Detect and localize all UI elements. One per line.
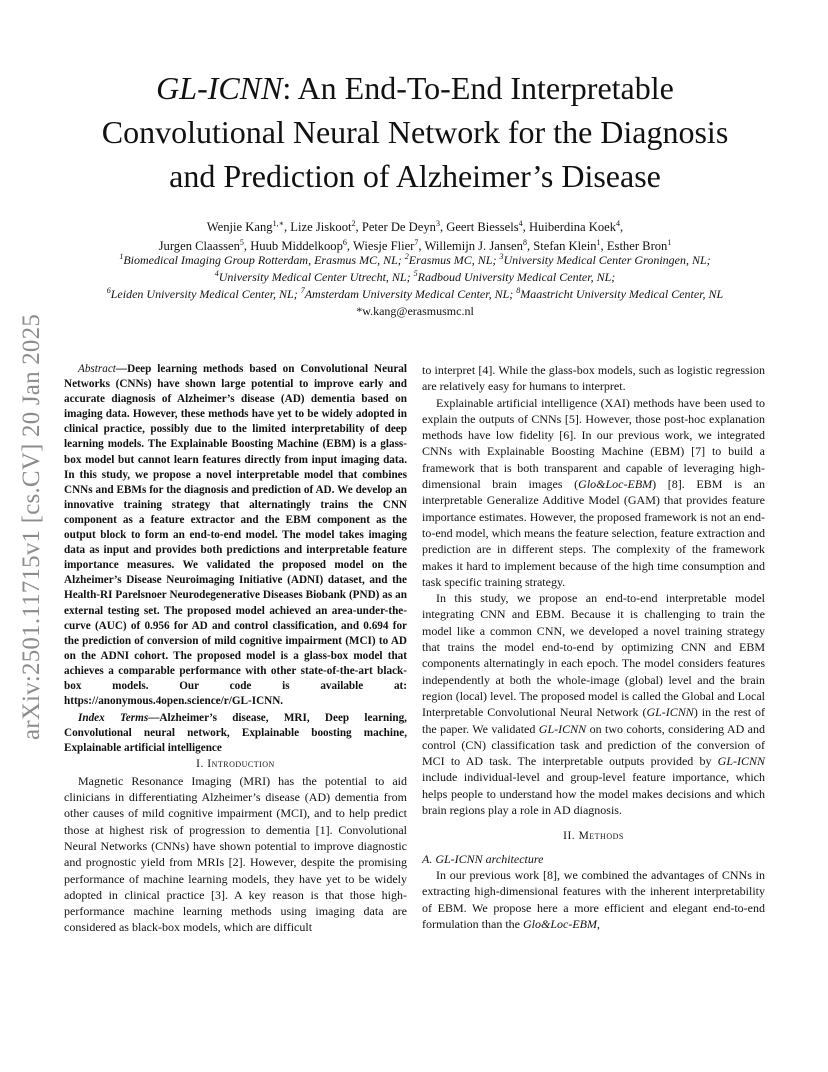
body-paragraph [422,867,765,932]
affil-number: 2 [404,252,409,261]
body-text: , [596,916,600,931]
paper-title [60,66,770,198]
author-affil-mark: 4 [518,219,523,228]
author-name: , Peter De Deyn [355,220,436,234]
affil-text: University Medical Center Groningen, NL; [503,253,711,267]
title-line-1 [60,66,770,110]
author-affil-mark: 2 [351,219,356,228]
corresponding-email: *w.kang@erasmusmc.nl [356,304,474,318]
title-line-2: Convolutional Neural Network for the Diagnosis [101,114,729,150]
author-affil-mark: 8 [522,237,527,247]
author-name: Jurgen Claassen [158,238,240,253]
author-affil-mark: 6 [342,237,347,247]
model-name: GL-ICNN [717,754,765,769]
title-line-1-rest: : An End-To-End Interpretable [282,70,674,106]
author-separator: , [620,220,624,234]
affil-number: 8 [516,286,521,296]
body-text: Explainable artificial intelligence (XAI) methods have been used to explain the outputs of CNNs [5]. However, those post-hoc explanation methods have low fidelity [6]. In our previous work, we integrated CNNs with Explainable Boosting Machine (EBM) [7] to build a framework that is both transparent and capable of leveraging high-dimensional brain images ( [422,395,765,492]
author-name: , Esther Bron [600,238,668,253]
affil-text: Radboud University Medical Center, NL; [417,270,616,285]
body-text: ) [8]. EBM is an interpretable Generalize Additive Model (GAM) that provides feature importance estimates. However, the proposed framework is not an end-to-end model, which means the feature selection, feature extraction and prediction are in different steps. The complexity of the framework makes it hard to implement because of the high time consumption and task specific training strategy. [422,477,765,589]
index-terms-label: Index Terms [78,712,149,725]
affiliation-line-3 [40,286,790,303]
subsection-heading: A. GL-ICNN architecture [422,851,544,866]
affil-number: 1 [119,252,124,261]
affiliation-line-2 [40,269,790,286]
model-name: GL-ICNN [646,705,694,720]
section-number: II. [563,830,579,843]
abstract-text: —Deep learning methods based on Convolutional Neural Networks (CNNs) have shown large potential to improve early and accurate diagnosis of Alzheimer’s disease (AD) dementia based on imaging data. However, these methods have yet to be widely adopted in clinical practice, possibly due to the limited interpretability of deep learning models. The Explainable Boosting Machine (EBM) is a glass-box model but cannot learn features directly from input imaging data. In this study, we propose a novel interpretable model that combines CNNs and EBMs for the diagnosis and prediction of AD. We develop an innovative training strategy that alternatingly trains the CNN component as a feature extractor and the EBM component as the output block to form an end-to-end model. The model takes imaging data as input and provides both predictions and interpretable feature importance measures. We validated the proposed model on the Alzheimer’s Disease Neuroimaging Initiative (ADNI) dataset, and the Health-RI Parelsnoer Neurodegenerative Diseases Biobank (PND) as an external testing set. The proposed model achieved an area-under-the-curve (AUC) of 0.956 for AD and control classification, and 0.694 for the prediction of conversion of mild cognitive impairment (MCI) to AD on the ADNI cohort. The proposed model is a glass-box model that achieves a comparable performance with other state-of-the-art black-box models. Our code is available at: https://anonymous.4open.science/r/GL-ICNN. [64,363,407,708]
section-number: I. [196,758,208,771]
affil-number: 7 [300,286,305,296]
author-name: , Geert Biessels [439,220,519,234]
affil-number: 3 [499,252,504,261]
arxiv-side-stamp [8,292,56,762]
body-paragraph [422,395,765,591]
author-name: , Stefan Klein [526,238,597,253]
body-text: on two cohorts, considering AD and control (CN) classification task and prediction of the conversion of MCI to AD task. The interpretable outputs provided by [422,721,765,769]
model-name: Glo&Loc-EBM [522,916,597,931]
author-name: , Willemijn J. Jansen [418,238,523,253]
author-name: Wenjie Kang [206,220,273,234]
section-heading-introduction [64,756,407,772]
abstract-label: Abstract [78,363,116,375]
affil-number: 6 [106,286,111,296]
author-affil-mark: 4 [616,219,621,228]
title-line-3: and Prediction of Alzheimer’s Disease [169,158,661,194]
author-affil-mark: 3 [435,219,440,228]
body-paragraph [422,590,765,818]
affiliation-list [40,252,790,304]
body-text: In our previous work [8], we combined the advantages of CNNs in extracting high-dimensional features with the inherent interpretability of EBM. We propose here a more efficient and elegant end-to-end formulation than the [422,867,765,931]
author-affil-mark: 1 [596,237,601,247]
author-affil-mark: 5 [239,237,244,247]
affil-number: 5 [413,269,418,279]
right-column [422,362,765,932]
affiliation-line-1 [40,252,790,269]
intro-paragraph: Magnetic Resonance Imaging (MRI) has the potential to aid clinicians in differentiating Alzheimer’s disease (AD) dementia from other causes of mild cognitive impairment (MCI), and to help predict those at highest risk of progression to dementia [1]. Convolutional Neural Networks (CNNs) have shown potential to improve diagnostic and prognostic yield from MRIs [2]. However, despite the promising performance of machine learning models, they have yet to be widely adopted in clinical practice [3]. A key reason is that those high-performance machine learning methods using imaging data are considered as black-box models, which are difficult [64,773,407,935]
author-line-1 [60,218,770,237]
author-name: , Lize Jiskoot [284,220,352,234]
author-affil-mark: 7 [414,237,419,247]
author-affil-mark: 1,∗ [272,219,284,228]
affil-text: Leiden University Medical Center, NL; [110,287,301,302]
author-name: , Wiesje Flier [346,238,415,253]
author-affil-mark: 1 [667,237,672,247]
affil-text: Biomedical Imaging Group Rotterdam, Erasmus MC, NL; [123,253,405,267]
section-heading-methods [422,828,765,844]
author-name: , Huub Middelkoop [243,238,343,253]
left-column [64,362,407,936]
index-terms [64,711,407,756]
author-name: , Huiberdina Koek [522,220,617,234]
body-text: include individual-level and group-level feature importance, which helps people to understand how the model makes decisions and which brain regions play a role in AD diagnosis. [422,770,765,818]
body-paragraph: to interpret [4]. While the glass-box models, such as logistic regression are relatively easy for humans to interpret. [422,363,765,394]
abstract [64,362,407,709]
title-model-name: GL-ICNN [156,70,283,106]
section-title: Methods [578,830,624,843]
arxiv-identifier: arXiv:2501.11715v1 [cs.CV] 20 Jan 2025 [18,313,46,741]
affil-text: Amsterdam University Medical Center, NL; [304,287,517,302]
affil-number: 4 [214,269,219,279]
model-name: Glo&Loc-EBM [578,477,653,492]
section-title: Introduction [207,758,275,771]
affil-text: University Medical Center Utrecht, NL; [218,270,414,285]
body-text: ) in the rest of the paper. We validated [422,705,765,736]
affil-text: Erasmus MC, NL; [408,253,500,267]
author-list [60,218,770,255]
model-name: GL-ICNN [538,721,587,736]
body-text: In this study, we propose an end-to-end interpretable model integrating CNN and EBM. Because it is challenging to train the model like a common CNN, we developed a novel training strategy that trains the model end-to-end by optimizing CNN and EBM components alternatingly in each epoch. The model considers features independently at both the whole-image (global) level and the brain region (local) level. The proposed model is called the Global and Local Interpretable Convolutional Neural Network ( [422,591,765,720]
affil-text: Maastricht University Medical Center, NL [520,287,724,302]
index-terms-text: —Alzheimer’s disease, MRI, Deep learning, Convolutional neural network, Explainable boosting machine, Explainable artificial intelligence [64,712,407,755]
